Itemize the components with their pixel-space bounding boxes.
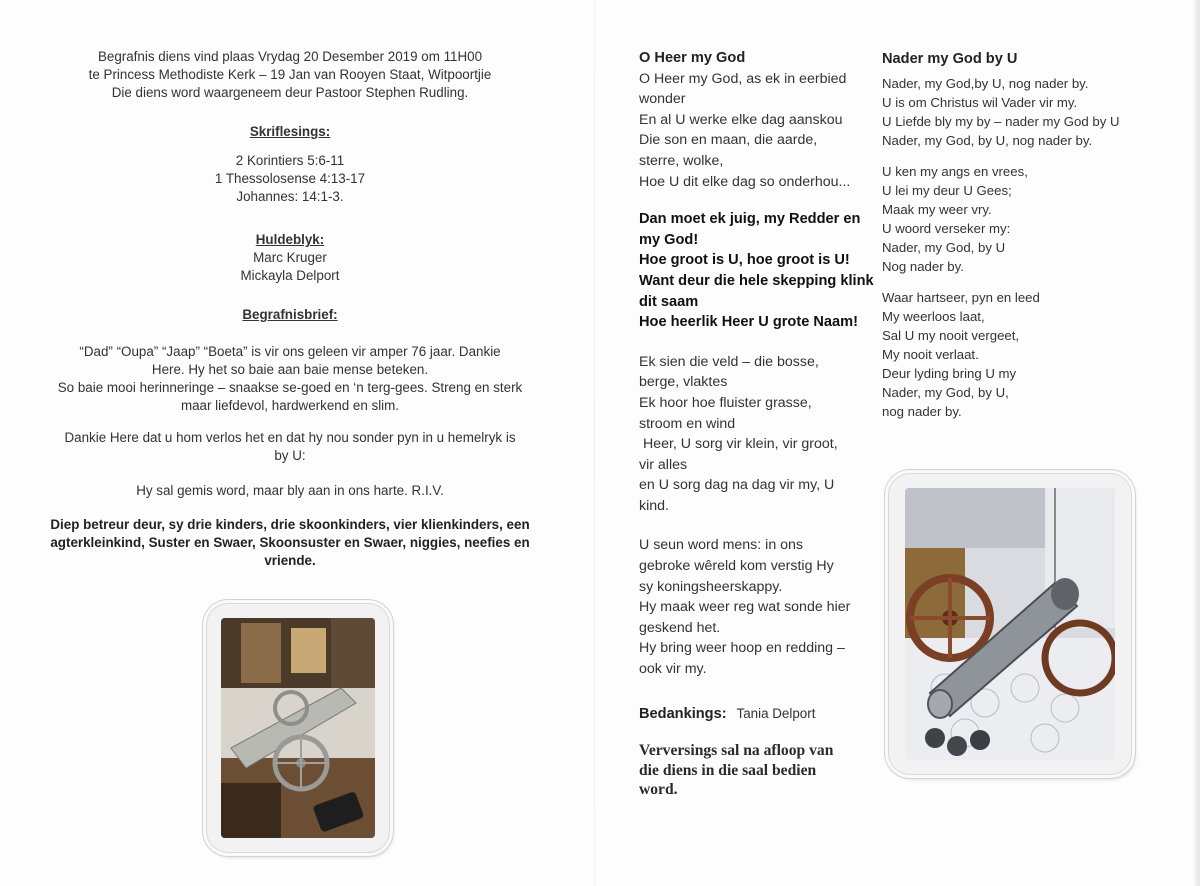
refreshments-line: Verversings sal na afloop van [639,742,834,759]
hymn1-line: O Heer my God, as ek in eerbied [639,70,847,87]
refrain-line: dit saam [639,293,699,310]
hymn1-line: U seun word mens: in ons [639,537,804,554]
hymn2-line: U Liefde bly my by – nader my God by U [882,114,1120,129]
hymn1-line: Ek sien die veld – die bosse, [639,353,819,370]
hymn2-line: Waar hartseer, pyn en leed [882,290,1040,305]
cannon-photo-image [221,618,375,838]
hymn1-line: wonder [639,91,686,108]
refrain-line: Hoe heerlik Heer U grote Naam! [639,314,858,331]
intro-line: te Princess Methodiste Kerk – 19 Jan van Rooyen Staat, Witpoortjie [88,67,492,82]
refreshments-line: die diens in die saal bedien [639,761,817,779]
thanks-line [639,704,879,725]
cannon-closeup-photo [905,488,1115,760]
hymn1-line: berge, vlaktes [639,374,728,391]
hymn1-line: Hoe U dit elke dag so onderhou... [639,173,851,190]
hymn1-line: Hy bring weer hoop en redding – [639,640,845,657]
hymn1-line: sterre, wolke, [639,152,724,169]
letter-line: Here. Hy het so baie aan baie mense beteken. [151,362,429,377]
hymn1-line: Hy maak weer reg wat sonde hier [639,599,851,616]
hymn2-line: My nooit verlaat. [882,347,979,362]
intro-line: Die diens word waargeneem deur Pastoor Stephen Rudling. [111,85,469,100]
tribute-heading: Huldeblyk: [255,232,325,247]
hymn2-line: Nader, my God, by U [882,240,1006,255]
letter-line: Dankie Here dat u hom verlos het en dat hy nou sonder pyn in u hemelryk is [64,430,516,445]
letter-line: maar liefdevol, hardwerkend en slim. [180,398,400,413]
hymn1-line: sy koningsheerskappy. [639,578,783,595]
hymn2-line: U is om Christus wil Vader vir my. [882,95,1078,110]
readings-heading: Skriflesings: [249,124,331,139]
hymn2-line: Nader, my God,by U, nog nader by. [882,76,1089,91]
thanks-label: Bedankings: [639,706,727,722]
hymn2-line: Nader, my God, by U, nog nader by. [882,133,1093,148]
right-photo-frame [888,473,1132,775]
hymn1-line: en U sorg dag na dag vir my, U [639,477,835,494]
refrain-line: my God! [639,231,699,248]
readings-section [40,123,540,206]
hymn1-line: Heer, U sorg vir klein, vir groot, [639,436,838,453]
tribute-name: Marc Kruger [253,250,327,265]
hymn2-line: Maak my weer vry. [882,202,992,217]
reading-item: 1 Thessolosense 4:13-17 [214,171,366,186]
refrain-line: Want deur die hele skepping klink [639,272,874,289]
hymn2-line: Deur lyding bring U my [882,366,1017,381]
refrain-line: Hoe groot is U, hoe groot is U! [639,252,850,269]
service-intro [40,48,540,102]
hymn1-line: ook vir my. [639,661,707,678]
hymn2-line: Sal U my nooit vergeet, [882,328,1020,343]
hymn2-line: Nog nader by. [882,259,964,274]
hymn1-title: O Heer my God [639,50,746,66]
hymn2-line: U lei my deur U Gees; [882,183,1012,198]
right-page [600,0,1200,886]
letter-line: by U: [274,448,306,463]
reading-item: 2 Korintiers 5:6-11 [235,153,345,168]
hymn1-line: En al U werke elke dag aanskou [639,111,843,128]
letter-line: Hy sal gemis word, maar bly aan in ons harte. R.I.V. [136,483,444,498]
refreshments-line: word. [639,781,678,799]
hymn1-line: vir alles [639,456,688,473]
cannon-closeup-image [905,488,1115,760]
reading-item: Johannes: 14:1-3. [236,189,344,204]
hymn1-line: stroom en wind [639,415,736,432]
letter-heading: Begrafnisbrief: [242,307,338,322]
cannon-photo [221,618,375,838]
tribute-name: Mickayla Delport [240,268,340,283]
intro-line: Begrafnis diens vind plaas Vrydag 20 Desember 2019 om 11H00 [97,49,483,64]
left-page [0,0,590,886]
tribute-section [40,231,540,285]
letter-line: So baie mooi herinneringe – snaakse se-goed en ‘n terg-gees. Streng en sterk [57,380,523,395]
mourners-line: vriende. [264,553,316,568]
thanks-name: Tania Delport [736,706,816,721]
page-fold [594,0,595,886]
refrain-line: Dan moet ek juig, my Redder en [639,211,861,228]
hymn1-line: Ek hoor hoe fluister grasse, [639,394,812,411]
hymn2-line: nog nader by. [882,404,962,419]
hymn2-line: My weerloos laat, [882,309,985,324]
letter-section [40,306,540,570]
hymn-o-heer-my-god [639,48,879,680]
letter-line: “Dad” “Oupa” “Jaap” “Boeta” is vir ons geleen vir amper 76 jaar. Dankie [79,344,501,359]
refreshments-note [639,741,889,800]
hymn1-line: Die son en maan, die aarde, [639,132,818,149]
mourners-line: Diep betreur deur, sy drie kinders, drie skoonkinders, vier klienkinders, een [50,517,530,532]
hymn2-line: U ken my angs en vrees, [882,164,1028,179]
hymn1-line: gebroke wêreld kom verstig Hy [639,558,834,575]
left-photo-frame [206,603,390,853]
mourners-line: agterkleinkind, Suster en Swaer, Skoonsuster en Swaer, niggies, neefies en [50,535,530,550]
hymn1-line: kind. [639,497,669,514]
hymn2-line: U woord verseker my: [882,221,1011,236]
hymn1-line: geskend het. [639,619,721,636]
hymn2-title: Nader my God by U [882,51,1018,67]
hymn-nader-my-god [882,50,1182,421]
hymn2-line: Nader, my God, by U, [882,385,1009,400]
